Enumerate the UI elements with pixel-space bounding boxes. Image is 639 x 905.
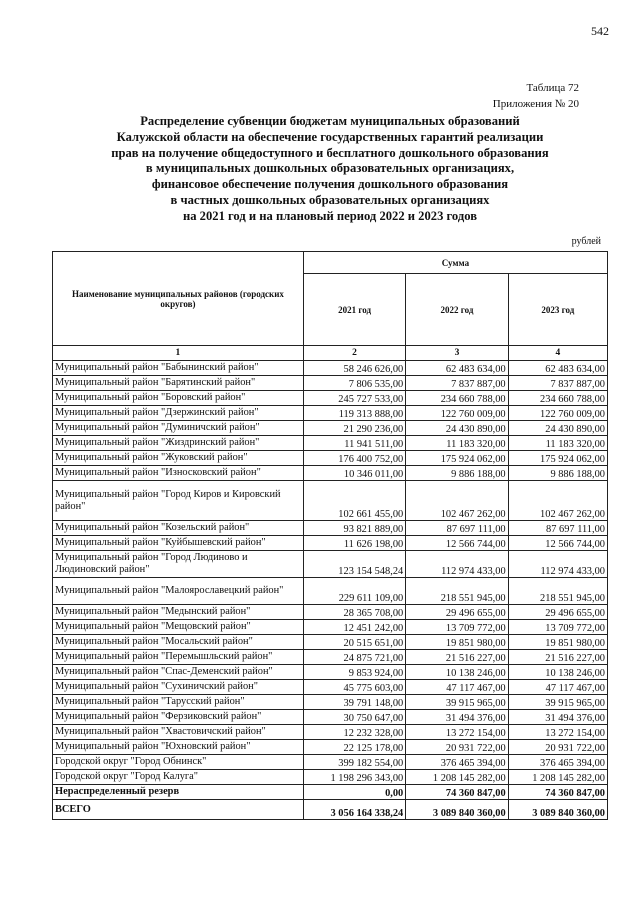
column-index: 2 (303, 346, 405, 361)
row-value-2023: 11 183 320,00 (508, 436, 607, 451)
row-value-2023: 29 496 655,00 (508, 605, 607, 620)
row-value-2021: 20 515 651,00 (303, 635, 405, 650)
row-name: Муниципальный район "Жиздринский район" (53, 436, 304, 451)
row-value-2023: 74 360 847,00 (508, 785, 607, 800)
table-row (53, 695, 608, 710)
document-title (40, 114, 620, 225)
row-value-2022: 19 851 980,00 (406, 635, 508, 650)
table-reference: Таблица 72 (526, 82, 579, 94)
row-value-2021: 12 232 328,00 (303, 725, 405, 740)
table-row (53, 466, 608, 481)
row-name: Муниципальный район "Хвастовичский район" (53, 725, 304, 740)
row-value-2022: 74 360 847,00 (406, 785, 508, 800)
row-value-2021: 7 806 535,00 (303, 376, 405, 391)
table-row (53, 770, 608, 785)
title-line: прав на получение общедоступного и бесплатного дошкольного образования (111, 145, 549, 160)
total-row (53, 800, 608, 820)
row-value-2022: 9 886 188,00 (406, 466, 508, 481)
header-year-2022: 2022 год (406, 274, 508, 346)
column-index: 3 (406, 346, 508, 361)
row-value-2022: 102 467 262,00 (406, 481, 508, 521)
row-value-2023: 47 117 467,00 (508, 680, 607, 695)
row-value-2023: 376 465 394,00 (508, 755, 607, 770)
row-name: Муниципальный район "Тарусский район" (53, 695, 304, 710)
row-value-2023: 102 467 262,00 (508, 481, 607, 521)
units-label: рублей (571, 236, 601, 247)
row-name: Муниципальный район "Бабынинский район" (53, 361, 304, 376)
row-value-2021: 39 791 148,00 (303, 695, 405, 710)
row-value-2022: 12 566 744,00 (406, 536, 508, 551)
title-line: финансовое обеспечение получения дошкольного образования (151, 177, 509, 192)
row-value-2021: 399 182 554,00 (303, 755, 405, 770)
table-row (53, 451, 608, 466)
row-name: Муниципальный район "Боровский район" (53, 391, 304, 406)
row-name: Муниципальный район "Мещовский район" (53, 620, 304, 635)
row-value-2022: 62 483 634,00 (406, 361, 508, 376)
row-name: Муниципальный район "Жуковский район" (53, 451, 304, 466)
row-name: Муниципальный район "Медынский район" (53, 605, 304, 620)
row-value-2023: 39 915 965,00 (508, 695, 607, 710)
row-value-2023: 12 566 744,00 (508, 536, 607, 551)
row-value-2021: 45 775 603,00 (303, 680, 405, 695)
row-name: Муниципальный район "Город Киров и Кировский район" (53, 481, 304, 521)
title-line: Распределение субвенции бюджетам муниципальных образований (140, 114, 520, 128)
table-row (53, 391, 608, 406)
row-value-2021: 12 451 242,00 (303, 620, 405, 635)
row-value-2023: 21 516 227,00 (508, 650, 607, 665)
row-value-2023: 13 709 772,00 (508, 620, 607, 635)
row-name: Муниципальный район "Спас-Деменский район" (53, 665, 304, 680)
table-row (53, 521, 608, 536)
page-number: 542 (591, 24, 609, 38)
row-value-2022: 376 465 394,00 (406, 755, 508, 770)
appendix-reference: Приложения № 20 (492, 98, 579, 110)
table-row (53, 650, 608, 665)
row-value-2021: 229 611 109,00 (303, 578, 405, 605)
row-value-2023: 13 272 154,00 (508, 725, 607, 740)
row-value-2023: 1 208 145 282,00 (508, 770, 607, 785)
title-line: в муниципальных дошкольных образовательных организациях, (145, 161, 515, 176)
row-value-2021: 9 853 924,00 (303, 665, 405, 680)
row-value-2022: 234 660 788,00 (406, 391, 508, 406)
header-year-2021: 2021 год (303, 274, 405, 346)
row-value-2022: 24 430 890,00 (406, 421, 508, 436)
row-value-2021: 24 875 721,00 (303, 650, 405, 665)
row-value-2021: 93 821 889,00 (303, 521, 405, 536)
row-name: Нераспределенный резерв (53, 785, 304, 800)
table-row (53, 605, 608, 620)
total-2022: 3 089 840 360,00 (406, 800, 508, 820)
row-value-2021: 11 941 511,00 (303, 436, 405, 451)
row-value-2021: 30 750 647,00 (303, 710, 405, 725)
title-line: в частных дошкольных образовательных организациях (170, 192, 490, 207)
row-value-2023: 31 494 376,00 (508, 710, 607, 725)
column-index: 1 (53, 346, 304, 361)
total-2021: 3 056 164 338,24 (303, 800, 405, 820)
table-row (53, 740, 608, 755)
row-value-2021: 0,00 (303, 785, 405, 800)
row-value-2021: 21 290 236,00 (303, 421, 405, 436)
row-value-2023: 9 886 188,00 (508, 466, 607, 481)
row-value-2022: 29 496 655,00 (406, 605, 508, 620)
table-row (53, 755, 608, 770)
row-value-2023: 87 697 111,00 (508, 521, 607, 536)
table-row (53, 635, 608, 650)
row-value-2023: 62 483 634,00 (508, 361, 607, 376)
row-value-2022: 13 709 772,00 (406, 620, 508, 635)
row-value-2023: 112 974 433,00 (508, 551, 607, 578)
table-row (53, 725, 608, 740)
table-row (53, 376, 608, 391)
row-name: Муниципальный район "Малоярославецкий район" (53, 578, 304, 605)
row-name: Муниципальный район "Ферзиковский район" (53, 710, 304, 725)
row-name: Муниципальный район "Барятинский район" (53, 376, 304, 391)
table-row (53, 785, 608, 800)
title-line: Калужской области на обеспечение государственных гарантий реализации (116, 129, 544, 144)
table-row (53, 680, 608, 695)
row-value-2021: 58 246 626,00 (303, 361, 405, 376)
row-value-2022: 10 138 246,00 (406, 665, 508, 680)
table-row (53, 436, 608, 451)
row-name: Муниципальный район "Юхновский район" (53, 740, 304, 755)
header-name-column: Наименование муниципальных районов (городских округов) (53, 252, 304, 346)
row-name: Муниципальный район "Думиничский район" (53, 421, 304, 436)
subvention-table (52, 251, 608, 820)
row-value-2022: 175 924 062,00 (406, 451, 508, 466)
table-row (53, 578, 608, 605)
row-value-2022: 20 931 722,00 (406, 740, 508, 755)
row-value-2022: 87 697 111,00 (406, 521, 508, 536)
row-value-2021: 245 727 533,00 (303, 391, 405, 406)
row-value-2022: 122 760 009,00 (406, 406, 508, 421)
row-value-2023: 10 138 246,00 (508, 665, 607, 680)
row-name: Муниципальный район "Перемышльский район" (53, 650, 304, 665)
row-value-2021: 176 400 752,00 (303, 451, 405, 466)
row-name: Городской округ "Город Обнинск" (53, 755, 304, 770)
row-value-2022: 39 915 965,00 (406, 695, 508, 710)
table-row (53, 536, 608, 551)
row-value-2022: 31 494 376,00 (406, 710, 508, 725)
row-value-2021: 102 661 455,00 (303, 481, 405, 521)
table-row (53, 551, 608, 578)
table-row (53, 481, 608, 521)
row-value-2023: 122 760 009,00 (508, 406, 607, 421)
total-2023: 3 089 840 360,00 (508, 800, 607, 820)
row-value-2022: 7 837 887,00 (406, 376, 508, 391)
row-name: Муниципальный район "Куйбышевский район" (53, 536, 304, 551)
row-name: Муниципальный район "Дзержинский район" (53, 406, 304, 421)
row-value-2021: 123 154 548,24 (303, 551, 405, 578)
column-index: 4 (508, 346, 607, 361)
row-value-2022: 11 183 320,00 (406, 436, 508, 451)
table-row (53, 710, 608, 725)
row-value-2022: 1 208 145 282,00 (406, 770, 508, 785)
row-name: Муниципальный район "Город Людиново и Людиновский район" (53, 551, 304, 578)
table-row (53, 620, 608, 635)
row-value-2023: 24 430 890,00 (508, 421, 607, 436)
table-row (53, 421, 608, 436)
row-value-2023: 7 837 887,00 (508, 376, 607, 391)
row-value-2021: 11 626 198,00 (303, 536, 405, 551)
row-value-2022: 47 117 467,00 (406, 680, 508, 695)
table-row (53, 361, 608, 376)
row-value-2021: 22 125 178,00 (303, 740, 405, 755)
row-value-2021: 10 346 011,00 (303, 466, 405, 481)
row-value-2023: 218 551 945,00 (508, 578, 607, 605)
table-row (53, 406, 608, 421)
table-body (53, 361, 608, 800)
total-label: ВСЕГО (53, 800, 304, 820)
row-name: Муниципальный район "Мосальский район" (53, 635, 304, 650)
title-line: на 2021 год и на плановый период 2022 и 2023 годов (182, 208, 478, 223)
table-row (53, 665, 608, 680)
row-name: Муниципальный район "Износковский район" (53, 466, 304, 481)
row-value-2021: 1 198 296 343,00 (303, 770, 405, 785)
row-value-2022: 13 272 154,00 (406, 725, 508, 740)
row-value-2021: 28 365 708,00 (303, 605, 405, 620)
row-value-2023: 20 931 722,00 (508, 740, 607, 755)
row-value-2023: 19 851 980,00 (508, 635, 607, 650)
row-value-2022: 112 974 433,00 (406, 551, 508, 578)
row-value-2022: 21 516 227,00 (406, 650, 508, 665)
row-name: Городской округ "Город Калуга" (53, 770, 304, 785)
row-name: Муниципальный район "Сухиничский район" (53, 680, 304, 695)
header-sum: Сумма (303, 252, 607, 274)
row-value-2021: 119 313 888,00 (303, 406, 405, 421)
row-value-2023: 234 660 788,00 (508, 391, 607, 406)
row-value-2023: 175 924 062,00 (508, 451, 607, 466)
row-name: Муниципальный район "Козельский район" (53, 521, 304, 536)
header-year-2023: 2023 год (508, 274, 607, 346)
row-value-2022: 218 551 945,00 (406, 578, 508, 605)
